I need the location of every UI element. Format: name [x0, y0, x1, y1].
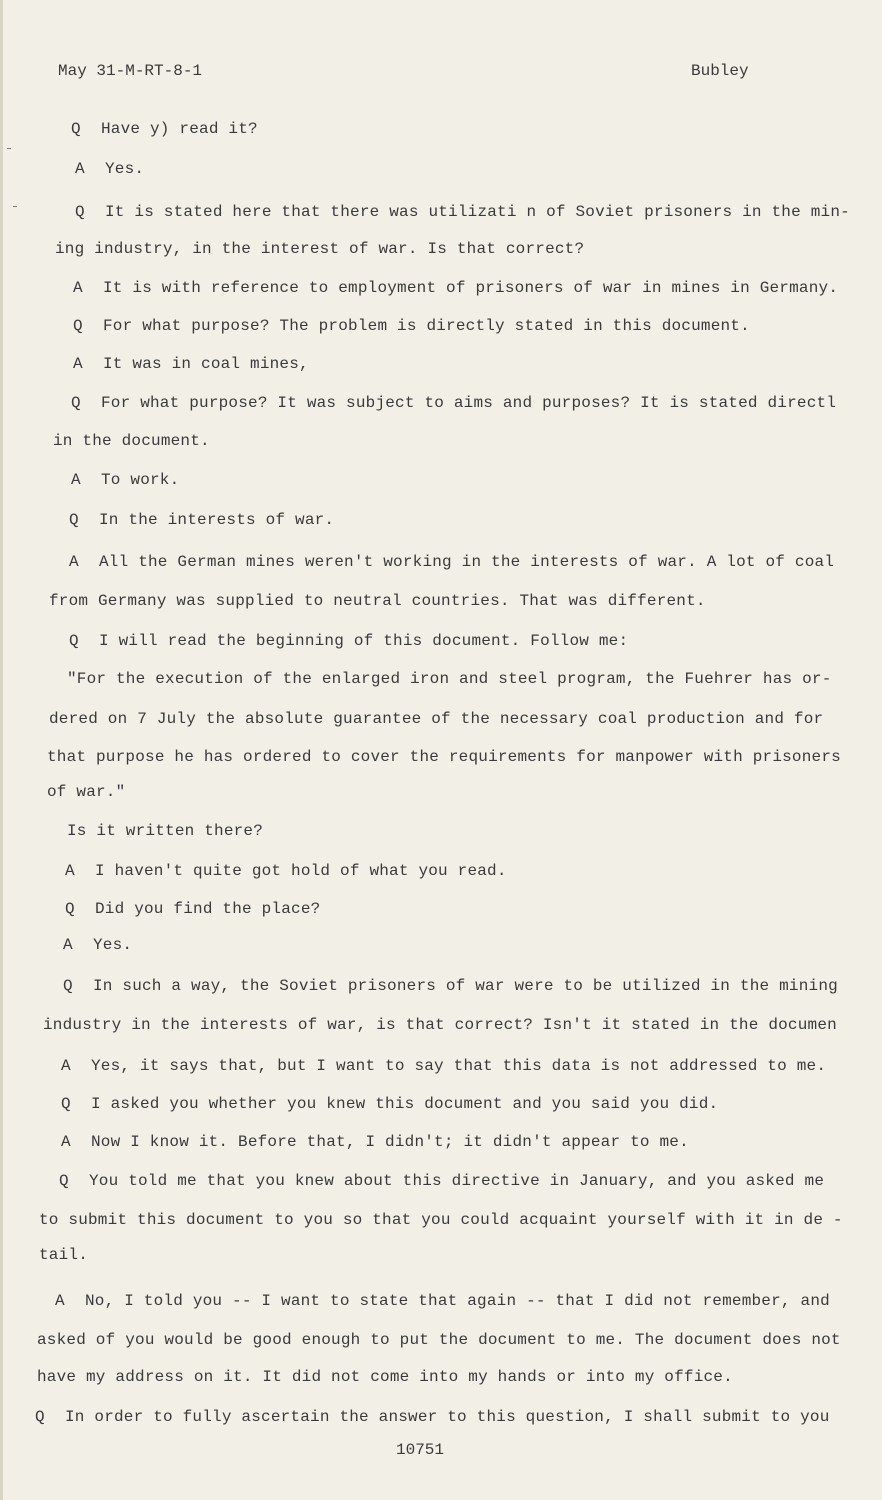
transcript-line [61, 1057, 826, 1075]
line-text: asked of you would be good enough to put the document to me. The document does not [37, 1331, 841, 1349]
speaker-marker: A [63, 936, 73, 954]
line-text: Did you find the place? [95, 900, 321, 918]
line-text: Have y) read it? [101, 120, 258, 138]
transcript-line [55, 1292, 830, 1310]
speaker-marker: Q [65, 900, 75, 918]
transcript-line [55, 240, 584, 258]
transcript-line [73, 355, 309, 373]
line-text: dered on 7 July the absolute guarantee of the necessary coal production and for [49, 710, 824, 728]
margin-mark [7, 148, 11, 149]
transcript-line [35, 1408, 830, 1426]
transcript-line [47, 748, 882, 766]
speaker-marker: A [69, 553, 79, 571]
line-text: It is stated here that there was utilizati n of Soviet prisoners in the min- [105, 203, 850, 221]
line-text: I haven't quite got hold of what you read. [95, 862, 507, 880]
speaker-marker: Q [71, 394, 81, 412]
speaker-marker: A [73, 355, 83, 373]
speaker-marker: A [65, 862, 75, 880]
speaker-marker: Q [75, 203, 85, 221]
transcript-line [73, 279, 838, 297]
transcript-line [47, 783, 125, 801]
transcript-line [39, 1211, 843, 1229]
transcript-line [37, 1368, 733, 1386]
transcript-line [65, 900, 320, 918]
line-text: have my address on it. It did not come into my hands or into my office. [37, 1368, 733, 1386]
page-number: 10751 [396, 1441, 445, 1459]
line-text: from Germany was supplied to neutral countries. That was different. [49, 592, 706, 610]
transcript-line [65, 862, 507, 880]
transcript-line [69, 553, 882, 571]
speaker-marker: Q [63, 977, 73, 995]
line-text: To work. [101, 471, 180, 489]
line-text: ing industry, in the interest of war. Is that correct? [55, 240, 585, 258]
line-text: of war." [47, 783, 126, 801]
transcript-line [53, 432, 210, 450]
transcript-line [63, 936, 132, 954]
speaker-marker: Q [69, 632, 79, 650]
transcript-line [49, 710, 823, 728]
speaker-marker: A [61, 1057, 71, 1075]
line-text: In order to fully ascertain the answer to this question, I shall submit to you [65, 1408, 830, 1426]
line-text: Yes. [93, 936, 133, 954]
speaker-marker: A [55, 1292, 65, 1310]
line-text: tail. [39, 1246, 89, 1264]
transcript-line [69, 632, 628, 650]
line-text: For what purpose? The problem is directly stated in this document. [103, 317, 750, 335]
transcript-line [49, 592, 706, 610]
transcript-line [39, 1246, 88, 1264]
line-text: that purpose he has ordered to cover the requirements for manpower with prisoners [47, 748, 841, 766]
line-text: in the document. [53, 432, 210, 450]
transcript-line [69, 511, 334, 529]
speaker-marker: Q [71, 120, 81, 138]
line-text: I asked you whether you knew this document and you said you did. [91, 1095, 719, 1113]
transcript-line [61, 1095, 718, 1113]
transcript-line [73, 317, 750, 335]
line-text: Is it written there? [67, 822, 264, 840]
speaker-marker: A [75, 160, 85, 178]
speaker-marker: Q [73, 317, 83, 335]
speaker-marker: A [71, 471, 81, 489]
line-text: I will read the beginning of this document. Follow me: [99, 632, 629, 650]
transcript-line [63, 977, 882, 995]
document-reference: May 31-M-RT-8-1 [58, 62, 203, 80]
speaker-marker: A [61, 1133, 71, 1151]
margin-mark [13, 206, 17, 207]
line-text: "For the execution of the enlarged iron and steel program, the Fuehrer has or- [67, 670, 832, 688]
line-text: It is with reference to employment of prisoners of war in mines in Germany. [103, 279, 839, 297]
line-text: You told me that you knew about this directive in January, and you asked me [89, 1172, 825, 1190]
line-text: In the interests of war. [99, 511, 335, 529]
transcript-line [75, 203, 850, 221]
transcript-line [37, 1331, 882, 1349]
line-text: Now I know it. Before that, I didn't; it didn't appear to me. [91, 1133, 689, 1151]
line-text: All the German mines weren't working in the interests of war. A lot of coal [99, 553, 835, 571]
line-text: No, I told you -- I want to state that again -- that I did not remember, and [85, 1292, 830, 1310]
line-text: In such a way, the Soviet prisoners of war were to be utilized in the mining [93, 977, 838, 995]
transcript-line [71, 394, 882, 412]
line-text: to submit this document to you so that you could acquaint yourself with it in de - [39, 1211, 843, 1229]
transcript-line [71, 471, 179, 489]
speaker-marker: Q [69, 511, 79, 529]
line-text: For what purpose? It was subject to aims and purposes? It is stated directl [101, 394, 837, 412]
transcript-line [59, 1172, 824, 1190]
transcript-line [67, 822, 263, 840]
transcript-line [61, 1133, 689, 1151]
transcript-line [71, 120, 258, 138]
line-text: Yes. [105, 160, 145, 178]
speaker-marker: A [73, 279, 83, 297]
line-text: industry in the interests of war, is that correct? Isn't it stated in the documen [43, 1016, 837, 1034]
speaker-marker: Q [61, 1095, 71, 1113]
transcript-line [43, 1016, 882, 1034]
line-text: It was in coal mines, [103, 355, 309, 373]
witness-name: Bubley [691, 62, 749, 80]
line-text: Yes, it says that, but I want to say that this data is not addressed to me. [91, 1057, 827, 1075]
transcript-line [67, 670, 832, 688]
transcript-line [75, 160, 144, 178]
speaker-marker: Q [35, 1408, 45, 1426]
speaker-marker: Q [59, 1172, 69, 1190]
